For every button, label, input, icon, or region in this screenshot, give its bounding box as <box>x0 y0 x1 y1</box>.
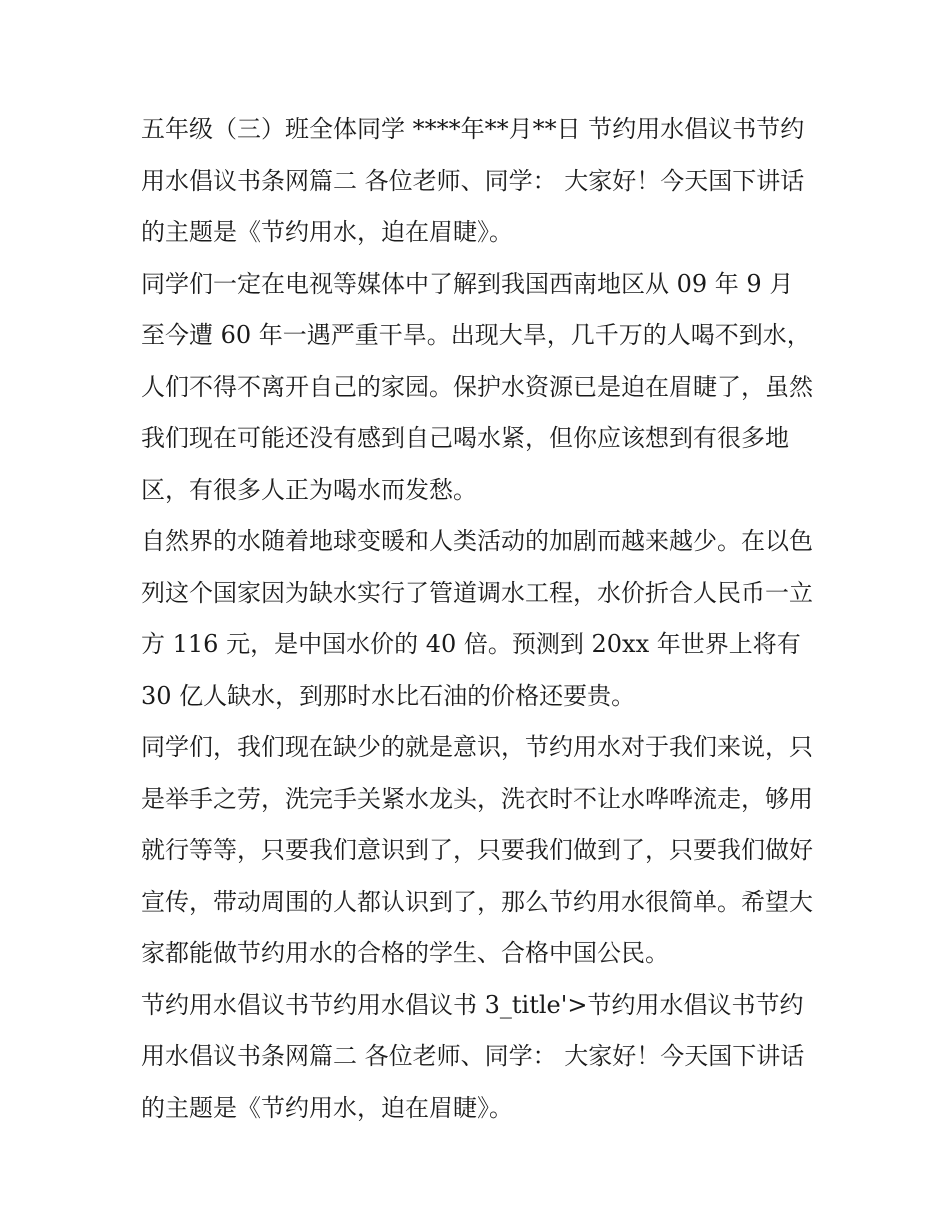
paragraph-2: 同学们一定在电视等媒体中了解到我国西南地区从 09 年 9 月至今遭 60 年一遇严重干旱。出现大旱，几千万的人喝不到水，人们不得不离开自己的家园。保护水资源已是迫在眉睫了，虽然我们现在可能还没有感到自己喝水紧，但你应该想到有很多地区，有很多人正为喝水而发愁。 <box>141 269 813 504</box>
paragraph-5: 节约用水倡议书节约用水倡议书 3_title'>节约用水倡议书节约用水倡议书条网篇二 各位老师、同学： 大家好！今天国下讲话的主题是《节约用水，迫在眉睫》。 <box>141 990 805 1122</box>
paragraph-3: 自然界的水随着地球变暖和人类活动的加剧而越来越少。在以色列这个国家因为缺水实行了管道调水工程，水价折合人民币一立方 116 元，是中国水价的 40 倍。预测到 20xx 年世界上将有 30 亿人缺水，到那时水比石油的价格还要贵。 <box>141 527 813 710</box>
paragraph-1: 五年级（三）班全体同学 ****年**月**日 节约用水倡议书节约用水倡议书条网篇二 各位老师、同学： 大家好！今天国下讲话的主题是《节约用水，迫在眉睫》。 <box>141 115 805 246</box>
paragraph-4: 同学们，我们现在缺少的就是意识，节约用水对于我们来说，只是举手之劳，洗完手关紧水龙头，洗衣时不让水哗哗流走，够用就行等等，只要我们意识到了，只要我们做到了，只要我们做好宣传，带动周围的人都认识到了，那么节约用水很简单。希望大家都能做节约用水的合格的学生、合格中国公民。 <box>141 733 813 967</box>
document-body <box>141 104 816 1134</box>
